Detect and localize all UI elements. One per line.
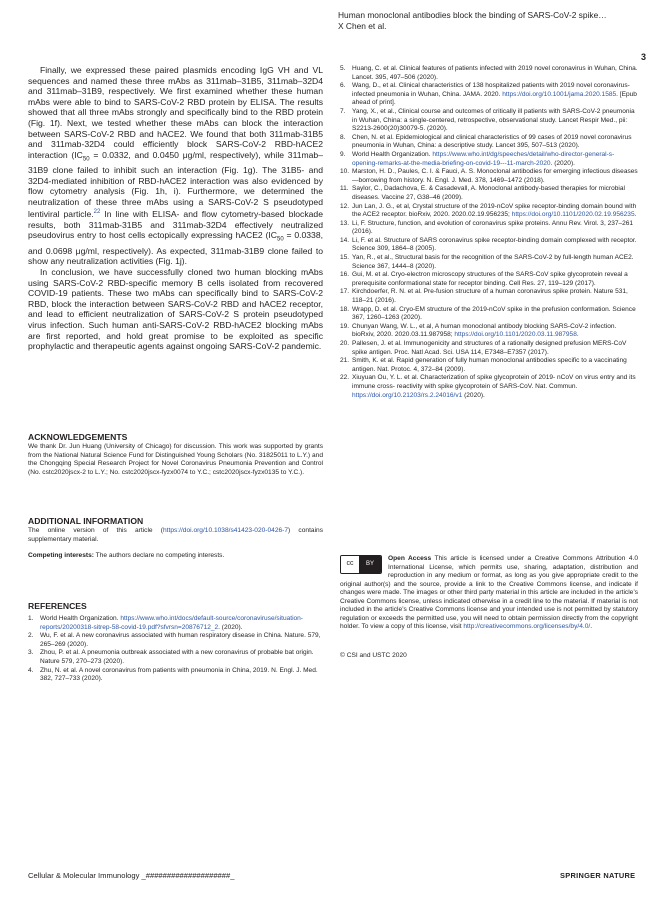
p1-part-a: Finally, we expressed these paired plasmids encoding IgG VH and VL sequences and named these three mAbs as 311mab–31B5, 311mab–32D4 and 311mab–31B9, respectively. We first examined whether these human mAbs were able to bind to SARS-CoV-2 RBD protein by ELISA. The results showed that all three mAbs strongly and specifically bind to the RBD protein (Fig. 1f). Next, we tested whether these mAbs can block the interaction between SARS-CoV-2 RBD and hACE2. We found that both 311mab-31B5 and 311mab-32D4 could efficiently block SARS-CoV-2 RBD-hACE2 interaction (IC bbox=[28, 65, 323, 160]
reference-item bbox=[340, 271, 638, 288]
reference-text: Yang, X., et al., Clinical course and outcomes of critically ill patients with SARS-CoV-2 pneumonia in Wuhan, China: a single-centered, retrospective, observational study. Lancet Respir Med., pii: S2213-2600(20)30079-5. (2020). bbox=[352, 107, 635, 133]
competing-label: Competing interests: bbox=[28, 552, 94, 559]
open-access-text-b: . bbox=[590, 623, 593, 630]
reference-number: 13. bbox=[340, 219, 350, 227]
reference-text: Wu, F. et al. A new coronavirus associated with human respiratory disease in China. Nature. 579, 265–269 (2020). bbox=[40, 632, 321, 648]
acknowledgements-section bbox=[28, 432, 323, 477]
running-authors: X Chen et al. bbox=[338, 21, 387, 31]
reference-number: 18. bbox=[340, 305, 350, 313]
reference-text: Yan, R., et al., Structural basis for the recognition of the SARS-CoV-2 by full-length human ACE2. Science 367, 1444–8 (2020). bbox=[352, 254, 634, 270]
reference-text: Jun Lan, J. G., et al, Crystal structure of the 2019-nCoV spike receptor-binding domain bound with the ACE2 receptor. bioRxiv, 2020. 2020.02.19.956235; bbox=[352, 202, 637, 219]
reference-number: 11. bbox=[340, 185, 349, 193]
reference-text: Gui, M. et al. Cryo-electron microscopy structures of the SARS-CoV spike glycoprotein reveal a prerequisite conformational state for receptor binding. Cell Res. 27, 119–129 (2017). bbox=[352, 271, 628, 287]
reference-text: Smith, K. et al. Rapid generation of fully human monoclonal antibodies specific to a vaccinating antigen. Nat. Protoc. 4, 372–84 (2009). bbox=[352, 357, 627, 373]
body-paragraph-2: In conclusion, we have successfully cloned two human blocking mAbs using SARS-CoV-2 RBD-specific memory B cells isolated from recovered COVID-19 patients. These two mAbs can specifically bind to SARS-CoV-2 RBD, block the interaction between SARS-CoV-2 RBD and hACE2 receptor, and lead to efficient neutralization of SARS-CoV-2 S protein pseudotyped virus infection. Such human anti-SARS-CoV-2 RBD-hACE2 blocking mAbs are first reported, and hold great promise to be exploited as specific prophylactic and therapeutic agents against ongoing SARS-CoV-2 pandemic. bbox=[28, 266, 323, 352]
reference-number: 7. bbox=[340, 107, 346, 115]
reference-tail: . (2020). bbox=[218, 623, 243, 631]
reference-item bbox=[340, 254, 638, 271]
p1-part-b: = 0.0332, and 0.0450 μg/ml, respectively), while 311mab–31B9 clone failed to inhibit such an interaction (Fig. 1g). The 31B5- and 32D4-mediated inhibition of RBD-hACE2 interaction was also evidenced by flow cytometry analysis (Fig. 1h, i). Furthermore, we determined the neutralization of these three mAbs using a SARS-CoV-2 S pseudotyped lentiviral particle. bbox=[28, 149, 323, 220]
cc-icon: cc bbox=[341, 556, 359, 573]
additional-information-section bbox=[28, 516, 323, 561]
by-icon: BY bbox=[359, 556, 381, 573]
references-right bbox=[340, 65, 638, 400]
reference-item bbox=[340, 340, 638, 357]
reference-link[interactable]: https://www.who.int/dg/speeches/detail/who-director-general-s-opening-remarks-at-the-media-briefing-on-covid-19---11-march-2020 bbox=[352, 150, 615, 167]
reference-text: Pallesen, J. et al. Immunogenicity and structures of a rationally designed prefusion MERS-CoV spike antigen. Proc. Natl Acad. Sci. USA 114, E7348–E7357 (2017). bbox=[352, 340, 627, 356]
additional-information-heading: ADDITIONAL INFORMATION bbox=[28, 516, 144, 526]
reference-link[interactable]: https://doi.org/10.1101/2020.02.19.956235 bbox=[511, 211, 635, 219]
reference-number: 20. bbox=[340, 340, 350, 347]
reference-number: 4. bbox=[28, 666, 34, 674]
reference-text: Zhou, P. et al. A pneumonia outbreak associated with a new coronavirus of probable bat origin. Nature 579, 270–273 (2020). bbox=[40, 649, 314, 665]
reference-number: 12. bbox=[340, 202, 350, 210]
acknowledgements-text: We thank Dr. Jun Huang (University of Chicago) for discussion. This work was supported by grants from the National Natural Science Fund for Distinguished Young Scholars (No. 31825011 to L.Y.) and the Chongqing Special Research Project for Novel Coronavirus Pneumonia Prevention and Control (No. cstc2020jscx-2 to L.Y.; No. cstc2020jscx-fyzx0074 to Y.C.; cstc2020jscx-fyzx0135 to Y.C.). bbox=[28, 443, 323, 476]
ic50-subscript: 50 bbox=[82, 156, 90, 163]
reference-text: World Health Organization. bbox=[352, 150, 433, 158]
references-heading: REFERENCES bbox=[28, 601, 87, 611]
references-list-right bbox=[340, 65, 638, 400]
references-list-left bbox=[28, 615, 323, 684]
license-link[interactable]: http://creativecommons.org/licenses/by/4.0/ bbox=[463, 623, 591, 630]
reference-item bbox=[340, 323, 638, 340]
reference-item bbox=[340, 357, 638, 374]
reference-item bbox=[340, 151, 638, 168]
reference-number: 22. bbox=[340, 374, 350, 382]
reference-item bbox=[340, 220, 638, 237]
reference-number: 21. bbox=[340, 357, 350, 365]
ic50-subscript-2: 50 bbox=[276, 237, 284, 244]
references-left bbox=[28, 601, 323, 684]
reference-text: Li, F. et al. Structure of SARS coronavirus spike receptor-binding domain complexed with receptor. Science 309, 1864–8 (2005). bbox=[352, 236, 637, 253]
competing-text: The authors declare no competing interests. bbox=[93, 552, 225, 559]
reference-item bbox=[28, 615, 323, 632]
reference-number: 17. bbox=[340, 288, 350, 296]
reference-number: 19. bbox=[340, 322, 350, 330]
reference-tail: . bbox=[576, 331, 579, 339]
reference-tail: . bbox=[634, 211, 637, 219]
reference-item bbox=[340, 168, 638, 185]
reference-number: 6. bbox=[340, 82, 346, 90]
reference-text: Chen, N. et al. Epidemiological and clinical characteristics of 99 cases of 2019 novel coronavirus pneumonia in Wuhan, China: a descriptive study. Lancet 395, 507–513 (2020). bbox=[352, 133, 632, 150]
reference-link[interactable]: https://doi.org/10.1101/2020.03.11.987958 bbox=[454, 331, 577, 339]
reference-item bbox=[340, 237, 638, 254]
open-access-text bbox=[340, 555, 638, 632]
open-access-text-a: This article is licensed under a Creative Commons Attribution 4.0 International License, which permits use, sharing, adaptation, distribution and reproduction in any medium or format, as long as you give appropriate credit to the original author(s) and the source, provide a link to the Creative Commons license, and indicate if changes were made. The images or other third party material in this article are included in the article’s Creative Commons license, unless indicated otherwise in a credit line to the material. If material is not included in the article’s Creative Commons license and your intended use is not permitted by statutory regulation or exceeds the permitted use, you will need to obtain permission directly from the copyright holder. To view a copy of this license, visit bbox=[340, 555, 638, 630]
reference-tail: . [Epub ahead of print]. bbox=[352, 90, 637, 107]
reference-tail: . (2020). bbox=[550, 159, 575, 167]
reference-text: Wrapp, D. et al. Cryo-EM structure of the 2019-nCoV spike in the prefusion conformation. Science 367, 1260–1263 (2020). bbox=[352, 305, 636, 322]
reference-text: Xiuyuan Ou, Y. L. et al. Characterization of spike glycoprotein of 2019- nCoV on virus entry and its immune cross- reactivity with spike glycoprotein of SARS-CoV. Nat. Commun. bbox=[352, 374, 636, 390]
reference-text: Wang, D., et al. Clinical characteristics of 138 hospitalized patients with 2019 novel coronavirus-infected pneumonia in Wuhan, China. JAMA. 2020. bbox=[352, 82, 630, 98]
reference-item bbox=[28, 649, 323, 666]
reference-link[interactable]: https://www.who.int/docs/default-source/coronaviruse/situation-reports/20200318-sitrep-58-covid-19.pdf?sfvrsn=20876712_2 bbox=[40, 615, 303, 631]
reference-item bbox=[340, 203, 638, 220]
reference-text: Li, F. Structure, function, and evolution of coronavirus spike proteins. Annu Rev. Virol. 3, 237–261 (2016). bbox=[352, 219, 634, 236]
reference-item bbox=[340, 185, 638, 202]
open-access-label: Open Access bbox=[388, 555, 432, 562]
citation-22[interactable]: 22 bbox=[93, 209, 101, 216]
reference-text: Chunyan Wang, W. L., et al, A human monoclonal antibody blocking SARS-CoV-2 infection. bioRxiv, 2020. 2020.03.11.987958; bbox=[352, 322, 617, 339]
running-header bbox=[338, 10, 638, 32]
reference-item bbox=[28, 667, 323, 684]
reference-number: 2. bbox=[28, 632, 34, 640]
left-column bbox=[28, 65, 323, 352]
additional-information-text bbox=[28, 527, 323, 544]
reference-link[interactable]: https://doi.org/10.1001/jama.2020.1585 bbox=[502, 90, 617, 98]
reference-number: 3. bbox=[28, 649, 34, 657]
reference-item bbox=[340, 134, 638, 151]
open-access-section bbox=[340, 555, 638, 660]
reference-item bbox=[340, 108, 638, 134]
reference-link[interactable]: https://doi.org/10.21203/rs.2.24016/v1 bbox=[352, 391, 463, 399]
additional-text-a: The online version of this article ( bbox=[28, 527, 164, 534]
running-title: Human monoclonal antibodies block the binding of SARS-CoV-2 spike… bbox=[338, 10, 607, 20]
p1-part-c: In line with ELISA- and flow cytometry-based blockade results, both 311mab-31B5 and 311mab-32D4 effectively neutralized pseudovirus entry to host cells ectopically expressing hACE2 (IC bbox=[28, 209, 323, 241]
reference-item bbox=[340, 65, 638, 82]
footer-journal: Cellular & Molecular Immunology _####################_ bbox=[28, 871, 235, 880]
reference-item bbox=[340, 306, 638, 323]
reference-item bbox=[28, 632, 323, 649]
p1-part-d: = 0.0338, and 0.0698 μg/ml, respectively). As expected, 311mab-31B9 clone failed to show any neutralization activities (Fig. 1j). bbox=[28, 230, 324, 267]
reference-tail: (2020). bbox=[462, 391, 485, 399]
reference-number: 9. bbox=[340, 150, 346, 158]
reference-number: 8. bbox=[340, 133, 346, 141]
reference-item bbox=[340, 288, 638, 305]
reference-text: Saylor, C., Dadachova, E. & Casadevall, A. Monoclonal antibody-based therapies for microbial diseases. Vaccine 27, G38–46 (2009). bbox=[352, 185, 625, 201]
reference-text: Huang, C. et al. Clinical features of patients infected with 2019 novel coronavirus in Wuhan, China. Lancet. 395, 497–506 (2020). bbox=[352, 65, 638, 81]
supplementary-link[interactable]: https://doi.org/10.1038/s41423-020-0426-7 bbox=[163, 527, 289, 534]
cc-by-badge[interactable] bbox=[340, 555, 382, 574]
reference-number: 10. bbox=[340, 168, 350, 176]
reference-number: 15. bbox=[340, 254, 350, 262]
footer-publisher: SPRINGER NATURE bbox=[560, 871, 636, 880]
reference-number: 1. bbox=[28, 615, 34, 622]
reference-item bbox=[340, 374, 638, 400]
acknowledgements-heading: ACKNOWLEDGEMENTS bbox=[28, 432, 128, 442]
reference-text: World Health Organization. bbox=[40, 615, 121, 622]
reference-number: 5. bbox=[340, 65, 346, 72]
competing-interests bbox=[28, 552, 323, 561]
body-paragraph-1 bbox=[28, 65, 323, 267]
reference-text: Marston, H. D., Paules, C. I. & Fauci, A. S. Monoclonal antibodies for emerging infectious diseases—borrowing from history. N. Engl. J. Med. 378, 1469–1472 (2018). bbox=[352, 168, 638, 184]
additional-text-b: ) contains supplementary material. bbox=[28, 527, 323, 543]
reference-text: Zhu, N. et al. A novel coronavirus from patients with pneumonia in China, 2019. N. Engl. J. Med. 382, 727–733 (2020). bbox=[40, 666, 318, 683]
reference-number: 16. bbox=[340, 271, 350, 279]
copyright: © CSI and USTC 2020 bbox=[340, 651, 407, 659]
reference-text: Kirchdoerfer, R. N. et al. Pre-fusion structure of a human coronavirus spike protein. Nature 531, 118–21 (2016). bbox=[352, 288, 628, 305]
page-number: 3 bbox=[641, 52, 647, 62]
reference-number: 14. bbox=[340, 236, 350, 244]
reference-item bbox=[340, 82, 638, 108]
